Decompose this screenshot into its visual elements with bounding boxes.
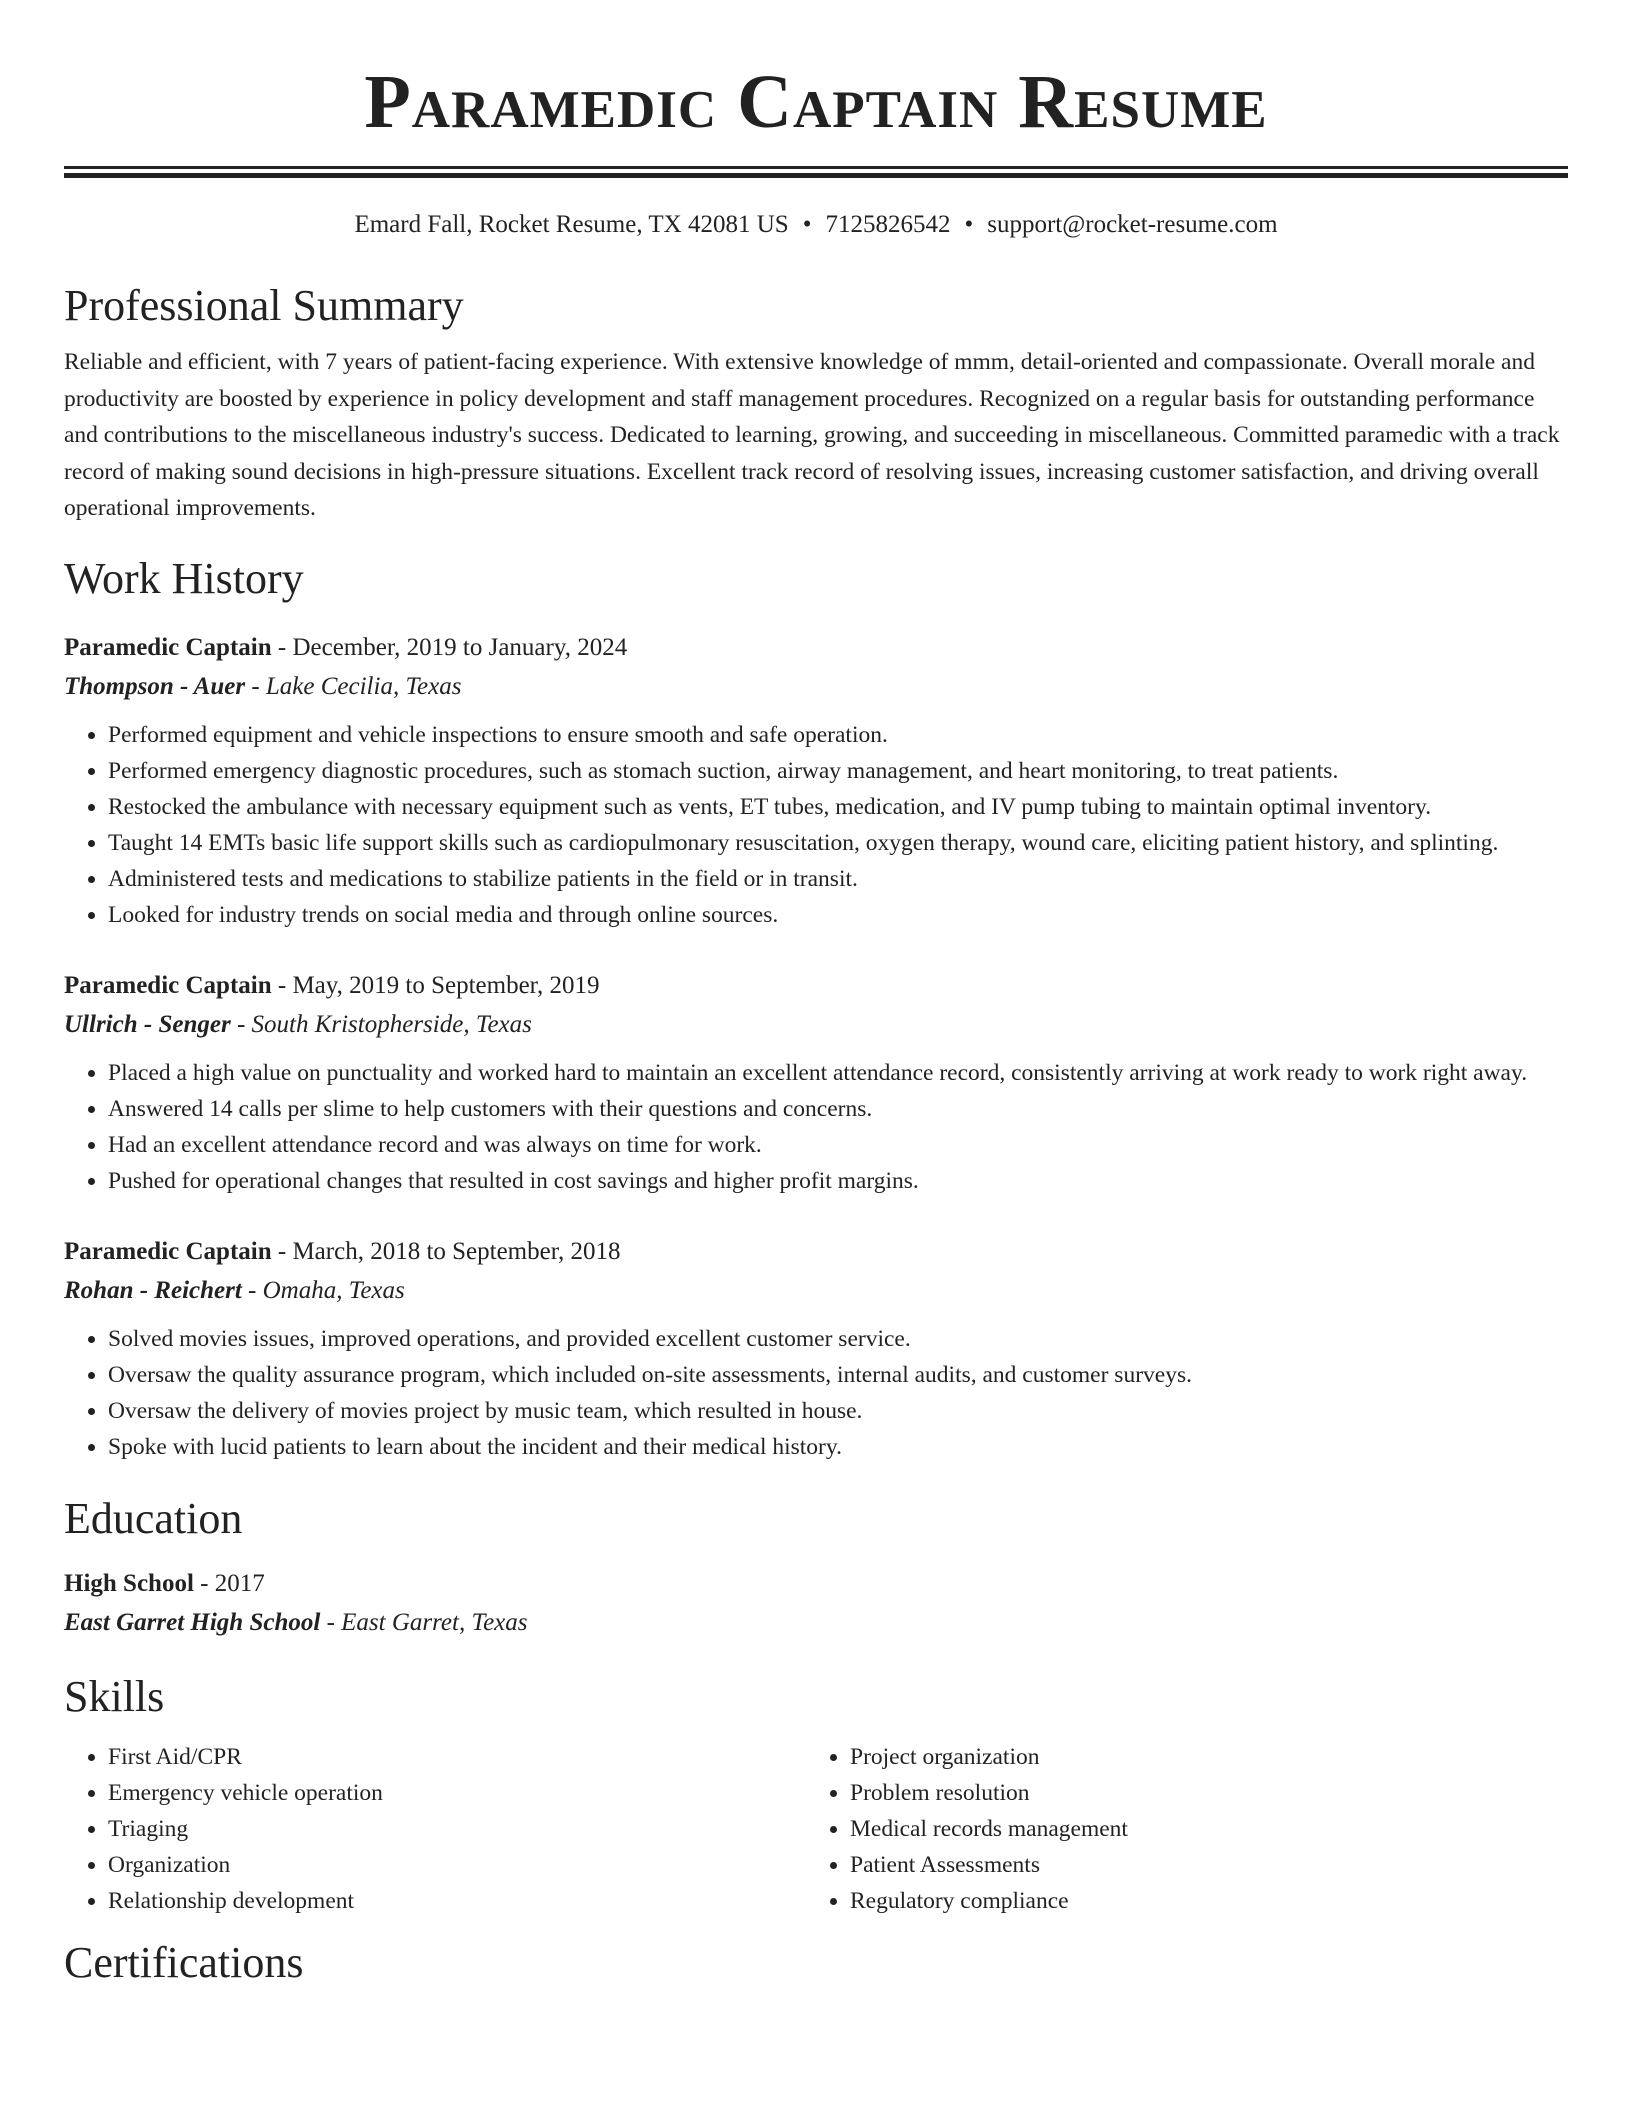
job-dates: - May, 2019 to September, 2019: [271, 971, 600, 999]
list-item: • Had an excellent attendance record and was always on time for work.: [108, 1127, 1568, 1163]
list-item: • Answered 14 calls per slime to help customers with their questions and concerns.: [108, 1091, 1568, 1127]
job-dates: - March, 2018 to September, 2018: [271, 1237, 621, 1265]
skill-item: • Patient Assessments: [850, 1847, 1548, 1883]
list-item: • Pushed for operational changes that resulted in cost savings and higher profit margins.: [108, 1163, 1568, 1199]
job-duties-list: [64, 1055, 1568, 1199]
list-item: • Performed equipment and vehicle inspections to ensure smooth and safe operation.: [108, 717, 1568, 753]
list-item: • Taught 14 EMTs basic life support skills such as cardiopulmonary resuscitation, oxygen therapy, wound care, eliciting patient history, and splinting.: [108, 825, 1568, 861]
job-duties-list: [64, 717, 1568, 933]
skill-item: • Organization: [108, 1847, 806, 1883]
education-year: - 2017: [193, 1569, 265, 1597]
skill-item: • Regulatory compliance: [850, 1883, 1548, 1919]
certifications-heading: Certifications: [64, 1937, 304, 1987]
education-heading: Education: [64, 1493, 243, 1543]
skill-item: • First Aid/CPR: [108, 1739, 806, 1775]
education-entry: [64, 1565, 1568, 1643]
job-company: Ullrich - Senger: [64, 1010, 231, 1038]
list-item: • Oversaw the delivery of movies project by music team, which resulted in house.: [108, 1393, 1568, 1429]
education-degree: High School: [64, 1569, 194, 1597]
contact-address: Emard Fall, Rocket Resume, TX 42081 US: [354, 211, 789, 238]
list-item: • Solved movies issues, improved operations, and provided excellent customer service.: [108, 1321, 1568, 1357]
job-title-line: [64, 629, 1568, 667]
summary-heading: Professional Summary: [64, 281, 464, 330]
education-location: - East Garret, Texas: [320, 1608, 528, 1636]
summary-text: Reliable and efficient, with 7 years of patient-facing experience. With extensive knowledge of mmm, detail-oriented and compassionate. Overall morale and productivity are boosted by experience in policy development and staff management procedures. Recognized on a regular basis for outstanding performance and contributions to the miscellaneous industry's success. Dedicated to learning, growing, and succeeding in miscellaneous. Committed paramedic with a track record of making sound decisions in high-pressure situations. Excellent track record of resolving issues, increasing customer satisfaction, and driving overall operational improvements.: [64, 349, 1560, 521]
job-location: - South Kristopherside, Texas: [230, 1010, 532, 1038]
contact-separator: •: [964, 211, 974, 238]
list-item: • Oversaw the quality assurance program, which included on-site assessments, internal audits, and customer surveys.: [108, 1357, 1568, 1393]
job-entry: [64, 967, 1568, 1199]
list-item: • Performed emergency diagnostic procedures, such as stomach suction, airway management, and heart monitoring, to treat patients.: [108, 753, 1568, 789]
job-company-line: [64, 1005, 1568, 1045]
job-role: Paramedic Captain: [64, 1237, 272, 1265]
contact-email: support@rocket-resume.com: [987, 211, 1278, 238]
skills-columns: [64, 1739, 1568, 1919]
education-degree-line: [64, 1565, 1568, 1603]
skill-item: • Problem resolution: [850, 1775, 1548, 1811]
education-school-line: [64, 1603, 1568, 1643]
contact-phone: 7125826542: [825, 211, 951, 238]
job-company-line: [64, 667, 1568, 707]
work-history-heading: Work History: [64, 553, 304, 603]
title-divider-thick: [64, 173, 1568, 178]
skills-heading: Skills: [64, 1671, 165, 1721]
list-item: • Looked for industry trends on social media and through online sources.: [108, 897, 1568, 933]
skills-list-left: [64, 1739, 806, 1919]
page-title: Paramedic Captain Resume: [364, 60, 1268, 144]
resume-page: [64, 0, 1568, 1989]
education-school: East Garret High School: [64, 1608, 321, 1636]
list-item: • Restocked the ambulance with necessary equipment such as vents, ET tubes, medication, and IV pump tubing to maintain optimal inventory.: [108, 789, 1568, 825]
job-duties-list: [64, 1321, 1568, 1465]
job-entry: [64, 629, 1568, 933]
skill-item: • Project organization: [850, 1739, 1548, 1775]
job-role: Paramedic Captain: [64, 971, 272, 999]
skills-list-right: [806, 1739, 1548, 1919]
list-item: • Spoke with lucid patients to learn about the incident and their medical history.: [108, 1429, 1568, 1465]
job-company-line: [64, 1271, 1568, 1311]
job-location: - Lake Cecilia, Texas: [245, 672, 462, 700]
title-divider-thin: [64, 166, 1568, 169]
skill-item: • Emergency vehicle operation: [108, 1775, 806, 1811]
job-company: Thompson - Auer: [64, 672, 246, 700]
skill-item: • Medical records management: [850, 1811, 1548, 1847]
contact-line: [64, 208, 1568, 242]
job-title-line: [64, 967, 1568, 1005]
skill-item: • Relationship development: [108, 1883, 806, 1919]
skill-item: • Triaging: [108, 1811, 806, 1847]
contact-separator: •: [802, 211, 812, 238]
job-role: Paramedic Captain: [64, 633, 272, 661]
list-item: • Administered tests and medications to stabilize patients in the field or in transit.: [108, 861, 1568, 897]
job-location: - Omaha, Texas: [241, 1276, 405, 1304]
job-title-line: [64, 1233, 1568, 1271]
list-item: • Placed a high value on punctuality and worked hard to maintain an excellent attendance record, consistently arriving at work ready to work right away.: [108, 1055, 1568, 1091]
job-dates: - December, 2019 to January, 2024: [271, 633, 628, 661]
job-company: Rohan - Reichert: [64, 1276, 242, 1304]
job-entry: [64, 1233, 1568, 1465]
